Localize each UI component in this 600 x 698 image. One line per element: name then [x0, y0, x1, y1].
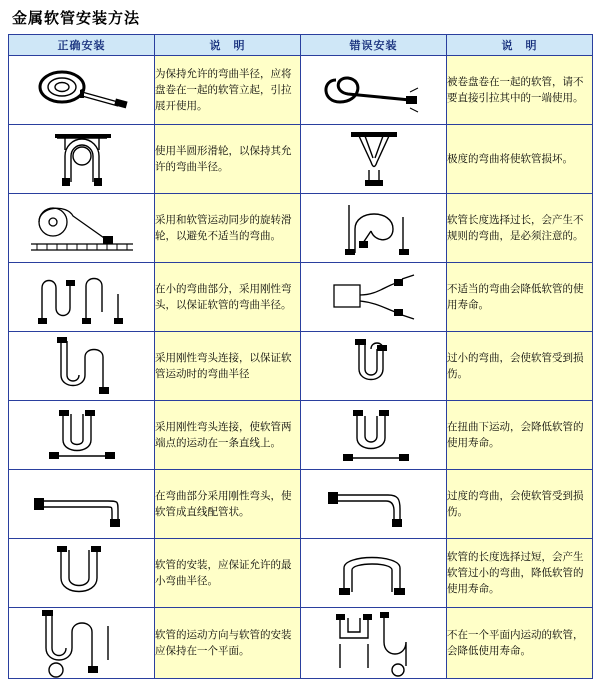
min-bend-radius-u-icon [9, 542, 154, 604]
out-of-plane-motion-icon [301, 608, 446, 678]
figure-cell-wrong [301, 194, 447, 263]
note-correct: 为保持允许的弯曲半径，应将盘卷在一起的软管立起，引拉展开使用。 [155, 56, 301, 125]
sharp-bend-hose-icon [301, 130, 446, 188]
rigid-bend-small-radius-icon [9, 268, 154, 326]
coiled-hose-standing-icon [9, 62, 154, 118]
note-correct: 软管的安装，应保证允许的最小弯曲半径。 [155, 539, 301, 608]
figure-cell-correct [9, 263, 155, 332]
table-row [9, 56, 593, 125]
table-row [9, 539, 593, 608]
figure-cell-wrong [301, 56, 447, 125]
header-correct-note: 说 明 [155, 35, 301, 56]
page-title: 金属软管安装方法 [12, 9, 141, 27]
twisted-u-hose-icon [301, 406, 446, 464]
note-correct: 在弯曲部分采用刚性弯头，使软管成直线配管状。 [155, 470, 301, 539]
note-correct: 使用半圆形滑轮，以保持其允许的弯曲半径。 [155, 125, 301, 194]
figure-cell-correct [9, 470, 155, 539]
figure-cell-wrong [301, 125, 447, 194]
note-correct: 在小的弯曲部分，采用刚性弯头，以保证软管的弯曲半径。 [155, 263, 301, 332]
too-long-hose-u-icon [301, 542, 446, 604]
u-rigid-elbow-straight-icon [9, 406, 154, 464]
table-row [9, 194, 593, 263]
note-correct: 采用刚性弯头连接，使软管两端点的运动在一条直线上。 [155, 401, 301, 470]
figure-cell-correct [9, 539, 155, 608]
figure-cell-wrong [301, 263, 447, 332]
note-correct: 采用和软管运动同步的旋转滑轮，以避免不适当的弯曲。 [155, 194, 301, 263]
figure-cell-wrong [301, 608, 447, 679]
note-wrong: 过度的弯曲，会使软管受到损伤。 [447, 470, 593, 539]
figure-cell-correct [9, 401, 155, 470]
loop-hose-long-icon [301, 199, 446, 257]
straight-pipe-elbow-icon [9, 479, 154, 529]
figure-cell-correct [9, 608, 155, 679]
note-wrong: 不适当的弯曲会降低软管的使用寿命。 [447, 263, 593, 332]
semicircular-sheave-icon [9, 130, 154, 188]
note-wrong: 软管的长度选择过短，会产生软管过小的弯曲，降低软管的使用寿命。 [447, 539, 593, 608]
table-row [9, 401, 593, 470]
figure-cell-correct [9, 194, 155, 263]
figure-cell-wrong [301, 332, 447, 401]
note-correct: 软管的运动方向与软管的安装应保持在一个平面。 [155, 608, 301, 679]
note-wrong: 极度的弯曲将使软管损坏。 [447, 125, 593, 194]
header-wrong-note: 说 明 [447, 35, 593, 56]
header-wrong-install: 错误安装 [301, 35, 447, 56]
header-correct-install: 正确安装 [9, 35, 155, 56]
note-wrong: 过小的弯曲，会使软管受到损伤。 [447, 332, 593, 401]
table-header-row [9, 35, 593, 56]
table-row [9, 332, 593, 401]
over-bend-l-icon [301, 479, 446, 529]
figure-cell-wrong [301, 539, 447, 608]
coiled-hose-pulled-icon [301, 62, 446, 118]
hose-installation-table [8, 34, 593, 679]
table-row [9, 125, 593, 194]
too-small-bend-icon [301, 335, 446, 397]
same-plane-motion-icon [9, 608, 154, 678]
improper-bend-box-icon [301, 269, 446, 325]
figure-cell-wrong [301, 401, 447, 470]
note-wrong: 不在一个平面内运动的软管，会降低使用寿命。 [447, 608, 593, 679]
table-row [9, 470, 593, 539]
table-row [9, 263, 593, 332]
figure-cell-correct [9, 125, 155, 194]
table-row [9, 608, 593, 679]
rigid-elbow-connection-icon [9, 335, 154, 397]
note-wrong: 被卷盘卷在一起的软管，请不要直接引拉其中的一端使用。 [447, 56, 593, 125]
note-wrong: 在扭曲下运动，会降低软管的使用寿命。 [447, 401, 593, 470]
figure-cell-wrong [301, 470, 447, 539]
note-wrong: 软管长度选择过长，会产生不规则的弯曲，是必须注意的。 [447, 194, 593, 263]
figure-cell-correct [9, 332, 155, 401]
rotating-sheave-chain-icon [9, 200, 154, 256]
figure-cell-correct [9, 56, 155, 125]
note-correct: 采用刚性弯头连接，以保证软管运动时的弯曲半径 [155, 332, 301, 401]
